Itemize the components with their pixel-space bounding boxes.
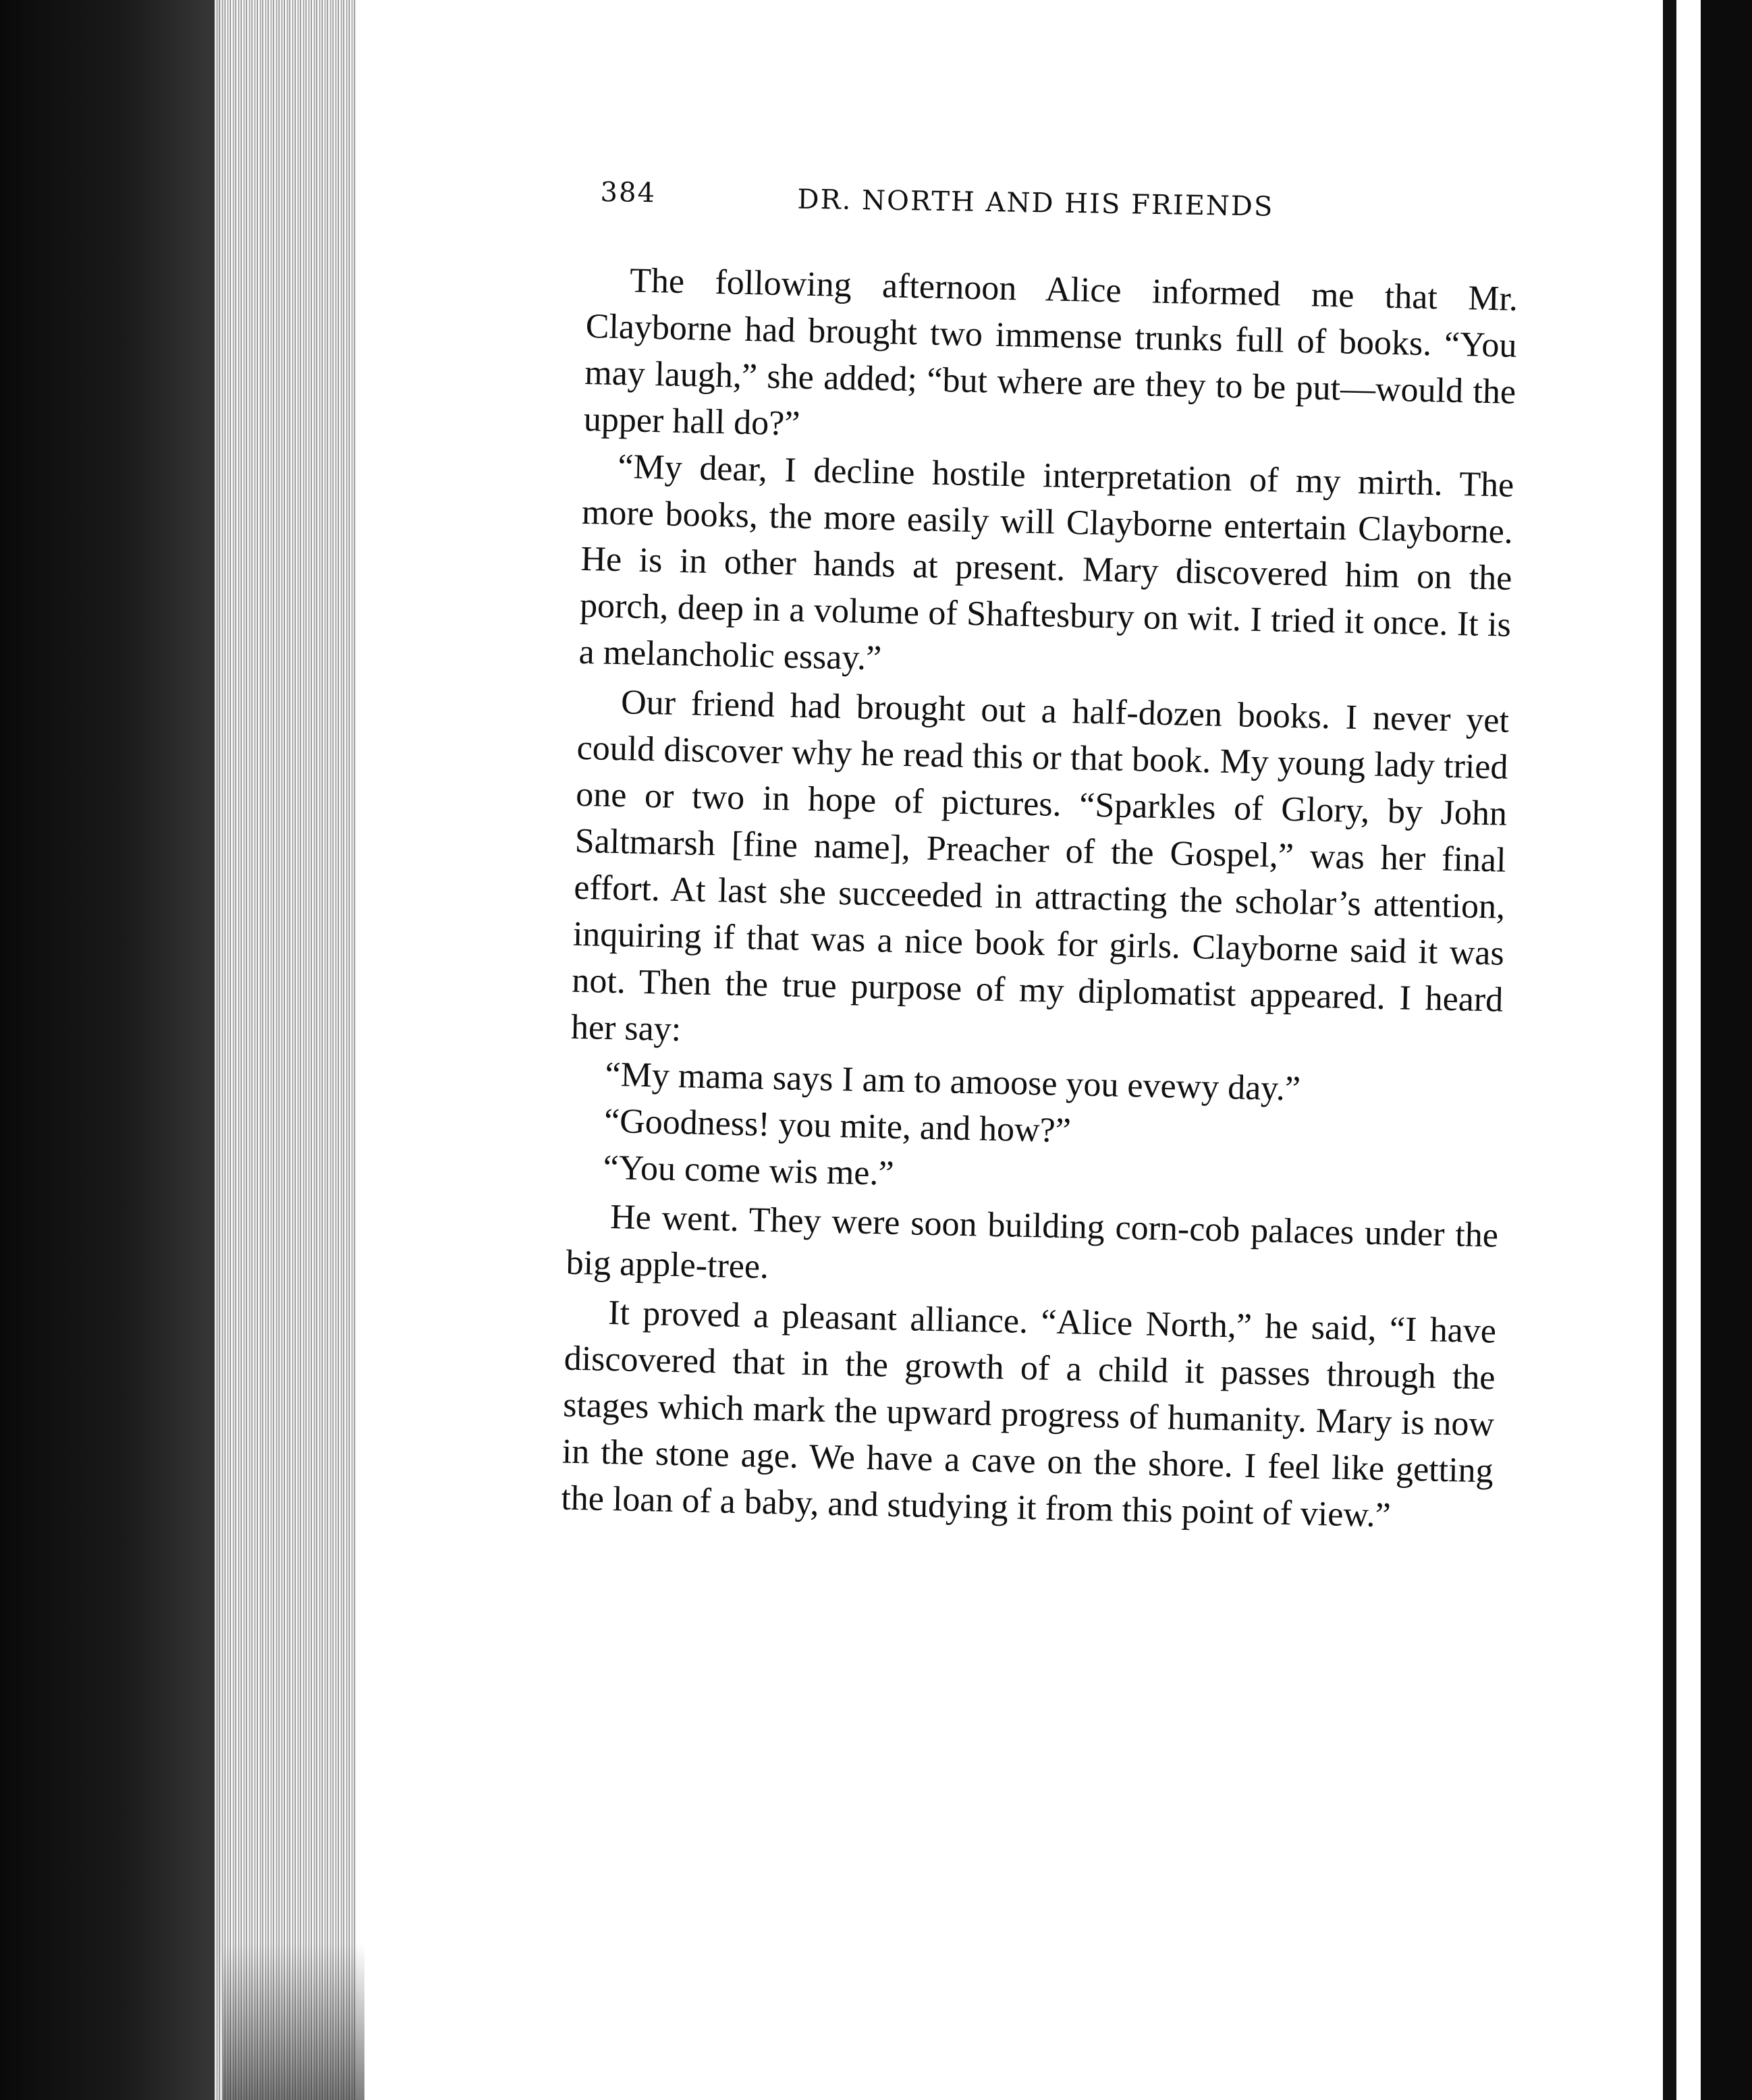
page-edges-shadow: [223, 1943, 364, 2100]
dialogue-line: “My mama says I am to amoose you evewy day.”: [605, 1055, 1301, 1109]
page-number: 384: [600, 177, 657, 209]
paragraph: The following afternoon Alice informed me that Mr. Clayborne had brought two immense trunks full of books. “You may laugh,” she added; “but where are they to be put—would the upper hall do?”: [583, 261, 1518, 443]
paragraph: “My dear, I decline hostile interpretation of my mirth. The more books, the more easily will Clayborne entertain Clayborne. He is in other hands at present. Mary discovered him on the porch, deep in a volume of Shaftesbury on wit. I tried it once. It is a melancholic essay.”: [578, 447, 1514, 678]
paragraph: He went. They were soon building corn-cob palaces under the big apple-tree.: [566, 1198, 1499, 1286]
scan-dark-line-right: [1663, 0, 1676, 2100]
dialogue-line: “You come wis me.”: [603, 1148, 895, 1193]
scan-dark-margin-right: [1701, 0, 1752, 2100]
running-head: [600, 177, 1707, 235]
body-text: [561, 256, 1518, 1541]
paragraph: It proved a pleasant alliance. “Alice North,” he said, “I have discovered that in the growth of a child it passes through the stages which mark the upward progress of humanity. Mary is now in the stone age. We have a cave on the shore. I feel like getting the loan of a baby, and studying it from this point of view.”: [560, 1294, 1497, 1535]
scan-dark-margin-left: [0, 0, 223, 2100]
book-page: [364, 0, 1660, 2100]
book-page-edges: [215, 0, 356, 2100]
scan-gap-right: [1676, 0, 1701, 2100]
paragraph: Our friend had brought out a half-dozen books. I never yet could discover why he read this or that book. My young lady tried one or two in hope of pictures. “Sparkles of Glory, by John Saltmarsh [fine name], Preacher of the Gospel,” was her final effort. At last she succeeded in attracting the scholar’s attention, inquiring if that was a nice book for girls. Clayborne said it was not. Then the true purpose of my diplomatist appeared. I heard her say:: [570, 683, 1510, 1049]
dialogue-line: “Goodness! you mite, and how?”: [603, 1101, 1072, 1151]
running-title: DR. NORTH AND HIS FRIENDS: [797, 184, 1274, 223]
